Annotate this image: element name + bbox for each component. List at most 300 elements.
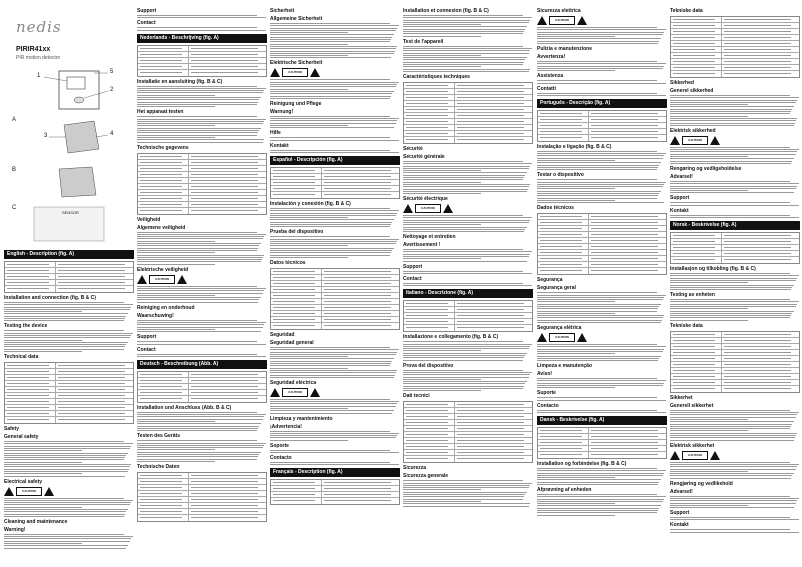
text-line [670, 205, 799, 206]
section-heading: Safety [4, 426, 20, 433]
text-line [537, 202, 664, 203]
text-line [537, 387, 615, 388]
text-line [724, 73, 791, 74]
table-cell-value [455, 95, 532, 100]
text-line [403, 350, 481, 351]
text-line [403, 370, 523, 371]
paragraph [403, 161, 533, 194]
table-cell-label [538, 446, 589, 451]
table-cell-label [538, 268, 589, 274]
caution-symbols [403, 204, 533, 213]
text-line [670, 304, 797, 305]
spec-table [403, 300, 533, 332]
text-line [137, 128, 261, 129]
table-cell-value [455, 101, 532, 106]
text-line [137, 27, 257, 28]
text-line [403, 46, 523, 47]
text-line [537, 475, 663, 476]
text-line [403, 191, 527, 192]
spec-table [137, 45, 267, 77]
text-line [403, 485, 530, 486]
table-cell-value [322, 168, 399, 173]
text-line [403, 57, 527, 58]
section-heading: Prueba del dispositivo [270, 229, 324, 236]
table-cell-label [404, 83, 455, 88]
text-line [537, 477, 615, 478]
text-line [403, 227, 527, 228]
text-line [137, 329, 215, 330]
text-line [670, 280, 796, 281]
text-line [673, 37, 715, 38]
text-line [137, 412, 257, 413]
text-line [137, 341, 257, 342]
table-cell-value [56, 393, 133, 398]
table-cell-value [722, 47, 799, 52]
table-cell-label [138, 378, 189, 383]
text-line [724, 43, 791, 44]
text-line [537, 167, 658, 168]
figure-label-4: 4 [110, 131, 114, 137]
text-line [4, 307, 131, 308]
text-line [403, 53, 529, 54]
table-cell-label [404, 456, 455, 462]
text-line [591, 216, 658, 217]
table-cell-label [5, 405, 56, 410]
text-line [724, 25, 791, 26]
section-heading: Kontakt [270, 142, 289, 149]
text-line [673, 19, 715, 20]
text-line [7, 288, 49, 289]
section-heading: Assistenza [537, 73, 564, 80]
table-cell-value [589, 250, 666, 255]
text-line [7, 270, 49, 271]
text-line [591, 131, 658, 132]
text-line [324, 295, 391, 296]
table-cell-value [56, 274, 133, 279]
section-heading: Aviso! [537, 371, 553, 378]
text-line [324, 176, 391, 177]
text-line [191, 511, 258, 512]
text-line [58, 407, 125, 408]
text-line [673, 340, 715, 341]
text-line [137, 30, 266, 31]
text-line [537, 38, 661, 39]
text-line [537, 499, 664, 500]
table-row [138, 208, 266, 214]
text-line [273, 170, 315, 171]
section-heading: Electrical safety [4, 478, 43, 485]
table-cell-value [722, 350, 799, 355]
section-heading: Rengøring og vedligeholdelse [670, 165, 742, 172]
table-cell-label [404, 89, 455, 94]
table-cell-value [722, 374, 799, 379]
table-cell-label [538, 111, 589, 116]
text-line [670, 183, 799, 184]
text-line [406, 115, 448, 116]
table-cell-value [322, 480, 399, 485]
text-line [270, 137, 390, 138]
table-cell-value [722, 233, 799, 238]
table-cell-value [189, 154, 266, 159]
table-cell-value [589, 440, 666, 445]
section-heading: Support [137, 334, 157, 341]
table-row [404, 325, 532, 331]
text-line [137, 322, 266, 323]
text-line [58, 401, 125, 402]
table-cell-value [589, 232, 666, 237]
text-line [4, 309, 130, 310]
paragraph [537, 61, 667, 71]
table-row [538, 452, 666, 458]
table-cell-value [722, 332, 799, 337]
text-line [540, 430, 582, 431]
text-line [591, 228, 658, 229]
text-line [403, 193, 481, 194]
table-cell-label [671, 65, 722, 70]
text-line [137, 288, 266, 289]
paragraph [537, 397, 667, 400]
table-cell-value [455, 113, 532, 118]
text-line [4, 504, 130, 505]
paragraph [670, 95, 800, 126]
table-cell-label [671, 17, 722, 22]
text-line [537, 503, 615, 504]
column-francais-italiano [403, 6, 533, 562]
text-line [270, 433, 399, 434]
table-cell-label [138, 509, 189, 514]
text-line [670, 466, 797, 467]
text-line [537, 494, 657, 495]
paragraph [270, 137, 400, 140]
text-line [273, 283, 315, 284]
text-line [270, 215, 396, 216]
table-cell-label [271, 186, 322, 191]
table-cell-value [189, 160, 266, 165]
text-line [7, 413, 49, 414]
text-line [403, 360, 523, 361]
table-cell-value [56, 381, 133, 386]
text-line [537, 80, 657, 81]
text-line [270, 217, 348, 218]
text-line [324, 488, 391, 489]
spec-table [4, 261, 134, 293]
text-line [4, 320, 124, 321]
table-cell-label [5, 369, 56, 374]
text-line [58, 395, 125, 396]
text-line [670, 410, 790, 411]
text-line [270, 222, 392, 223]
table-cell-value [455, 107, 532, 112]
table-cell-value [455, 137, 532, 143]
text-line [457, 452, 524, 453]
table-cell-label [5, 363, 56, 368]
text-line [670, 500, 797, 501]
text-line [537, 162, 661, 163]
text-line [670, 311, 794, 312]
text-line [137, 248, 258, 249]
warning-triangle-icon [537, 333, 547, 342]
text-line [403, 179, 523, 180]
text-line [137, 430, 257, 431]
sensor-label: SENSOR [62, 210, 79, 215]
text-line [58, 282, 125, 283]
paragraph [137, 27, 267, 30]
text-line [403, 506, 529, 507]
warning-triangle-icon [577, 333, 587, 342]
text-line [673, 259, 715, 260]
text-line [273, 307, 315, 308]
section-heading: Segurança [537, 277, 563, 284]
paragraph [670, 517, 800, 520]
text-line [537, 320, 662, 321]
text-line [670, 102, 796, 103]
table-cell-label [271, 281, 322, 286]
text-line [4, 502, 131, 503]
text-line [670, 412, 799, 413]
text-line [537, 169, 657, 170]
text-line [670, 111, 791, 112]
text-line [273, 182, 315, 183]
text-line [537, 186, 663, 187]
figure-letter-b: B [12, 167, 17, 173]
table-cell-label [538, 238, 589, 243]
text-line [137, 123, 263, 124]
text-line [403, 483, 532, 484]
paragraph [137, 86, 267, 108]
table-cell-value [189, 384, 266, 389]
text-line [270, 28, 397, 29]
text-line [270, 241, 397, 242]
paragraph [270, 347, 400, 378]
text-line [137, 95, 215, 96]
text-line [137, 459, 257, 460]
paragraph [4, 441, 134, 476]
text-line [140, 186, 182, 187]
spec-table [270, 479, 400, 505]
section-heading: Technische Daten [137, 463, 180, 470]
text-line [724, 49, 791, 50]
text-line [670, 505, 748, 506]
warning-triangle-icon [44, 487, 54, 496]
table-cell-label [671, 245, 722, 250]
text-line [4, 455, 126, 456]
text-line [724, 370, 791, 371]
text-line [537, 155, 664, 156]
text-line [270, 239, 399, 240]
paragraph [137, 354, 267, 357]
text-line [403, 229, 525, 230]
text-line [137, 15, 257, 16]
text-line [403, 273, 532, 274]
section-heading: Hilfe [270, 130, 281, 137]
text-line [670, 507, 794, 508]
text-line [540, 448, 582, 449]
table-cell-label [671, 386, 722, 392]
text-line [540, 436, 582, 437]
text-line [270, 93, 392, 94]
text-line [537, 68, 663, 69]
text-line [137, 99, 259, 100]
section-heading: Tekniske data [670, 322, 703, 329]
text-line [137, 447, 263, 448]
table-cell-label [671, 23, 722, 28]
text-line [403, 487, 529, 488]
section-heading: Installasjon og tilkobling (fig. B & C) [670, 266, 756, 273]
spec-table [670, 331, 800, 393]
caution-symbols [537, 333, 667, 342]
text-line [270, 406, 396, 407]
text-line [324, 325, 391, 326]
paragraph [403, 46, 533, 72]
text-line [137, 234, 266, 235]
table-cell-value [189, 515, 266, 521]
text-line [591, 442, 658, 443]
text-line [191, 174, 258, 175]
text-line [191, 398, 258, 399]
text-line [403, 215, 523, 216]
table-cell-label [404, 107, 455, 112]
table-cell-label [404, 408, 455, 413]
text-line [670, 217, 799, 218]
table-row [5, 417, 133, 423]
text-line [403, 285, 532, 286]
figure-label-2: 2 [110, 87, 114, 93]
table-cell-value [589, 434, 666, 439]
text-line [403, 186, 529, 187]
table-cell-value [322, 498, 399, 504]
text-line [4, 448, 130, 449]
table-cell-label [138, 46, 189, 51]
text-line [537, 184, 664, 185]
text-line [191, 493, 258, 494]
spec-table [270, 268, 400, 330]
text-line [270, 462, 390, 463]
table-cell-label [138, 384, 189, 389]
text-line [270, 224, 391, 225]
paragraph [270, 431, 400, 441]
table-cell-value [589, 117, 666, 122]
text-line [324, 170, 391, 171]
table-cell-value [722, 245, 799, 250]
text-line [403, 249, 523, 250]
text-line [403, 344, 532, 345]
text-line [191, 392, 258, 393]
table-cell-label [5, 381, 56, 386]
table-cell-label [671, 368, 722, 373]
text-line [191, 380, 258, 381]
text-line [457, 97, 524, 98]
section-heading: Avertissement ! [403, 242, 441, 249]
table-cell-label [138, 154, 189, 159]
text-line [406, 327, 448, 328]
text-line [670, 301, 799, 302]
table-cell-value [722, 257, 799, 263]
table-cell-label [538, 262, 589, 267]
text-line [670, 529, 790, 530]
text-line [670, 469, 796, 470]
text-line [670, 532, 799, 533]
text-line [4, 534, 124, 535]
column-english [4, 6, 134, 562]
text-line [457, 85, 524, 86]
paragraph [670, 181, 800, 193]
text-line [537, 385, 663, 386]
text-line [191, 54, 258, 55]
table-cell-value [589, 220, 666, 225]
text-line [540, 454, 582, 455]
table-cell-value [722, 41, 799, 46]
table-cell-value [722, 65, 799, 70]
text-line [537, 292, 657, 293]
language-section-header: Italiano - Descrizione (fig. A) [403, 289, 533, 298]
table-cell-value [455, 408, 532, 413]
text-line [403, 383, 525, 384]
section-heading: Sikkerhed [670, 80, 694, 86]
text-line [403, 254, 530, 255]
table-cell-value [322, 299, 399, 304]
text-line [7, 407, 49, 408]
text-line [457, 458, 524, 459]
text-line [270, 236, 390, 237]
section-heading: Installatie en aansluiting (fig. B & C) [137, 78, 223, 85]
text-line [270, 44, 348, 45]
section-heading: Seguridad eléctrica [270, 379, 317, 386]
text-line [7, 377, 49, 378]
text-line [537, 468, 657, 469]
table-cell-value [589, 244, 666, 249]
text-line [137, 142, 263, 143]
figure-letter-a: A [12, 117, 17, 123]
section-heading: Contact [137, 20, 156, 27]
text-line [403, 163, 532, 164]
text-line [270, 37, 392, 38]
table-cell-value [189, 208, 266, 214]
text-line [140, 60, 182, 61]
table-cell-value [455, 402, 532, 407]
table-row [404, 456, 532, 462]
table-cell-value [189, 491, 266, 496]
table-cell-value [589, 446, 666, 451]
text-line [270, 32, 348, 33]
text-line [7, 401, 49, 402]
text-line [58, 413, 125, 414]
text-line [324, 277, 391, 278]
text-line [403, 71, 529, 72]
text-line [724, 364, 791, 365]
text-line [537, 61, 657, 62]
text-line [403, 15, 523, 16]
table-cell-value [322, 492, 399, 497]
table-cell-label [404, 319, 455, 324]
paragraph [270, 236, 400, 258]
table-cell-value [189, 178, 266, 183]
table-cell-label [671, 29, 722, 34]
text-line [670, 437, 795, 438]
text-line [140, 499, 182, 500]
text-line [537, 412, 666, 413]
table-cell-label [538, 135, 589, 141]
text-line [403, 271, 523, 272]
text-line [673, 358, 715, 359]
text-line [670, 498, 799, 499]
section-heading: Caractéristiques techniques [403, 73, 470, 80]
text-line [403, 48, 532, 49]
paragraph [403, 370, 533, 392]
text-line [537, 512, 657, 513]
text-line [540, 113, 582, 114]
text-line [270, 34, 394, 35]
table-cell-label [5, 417, 56, 423]
